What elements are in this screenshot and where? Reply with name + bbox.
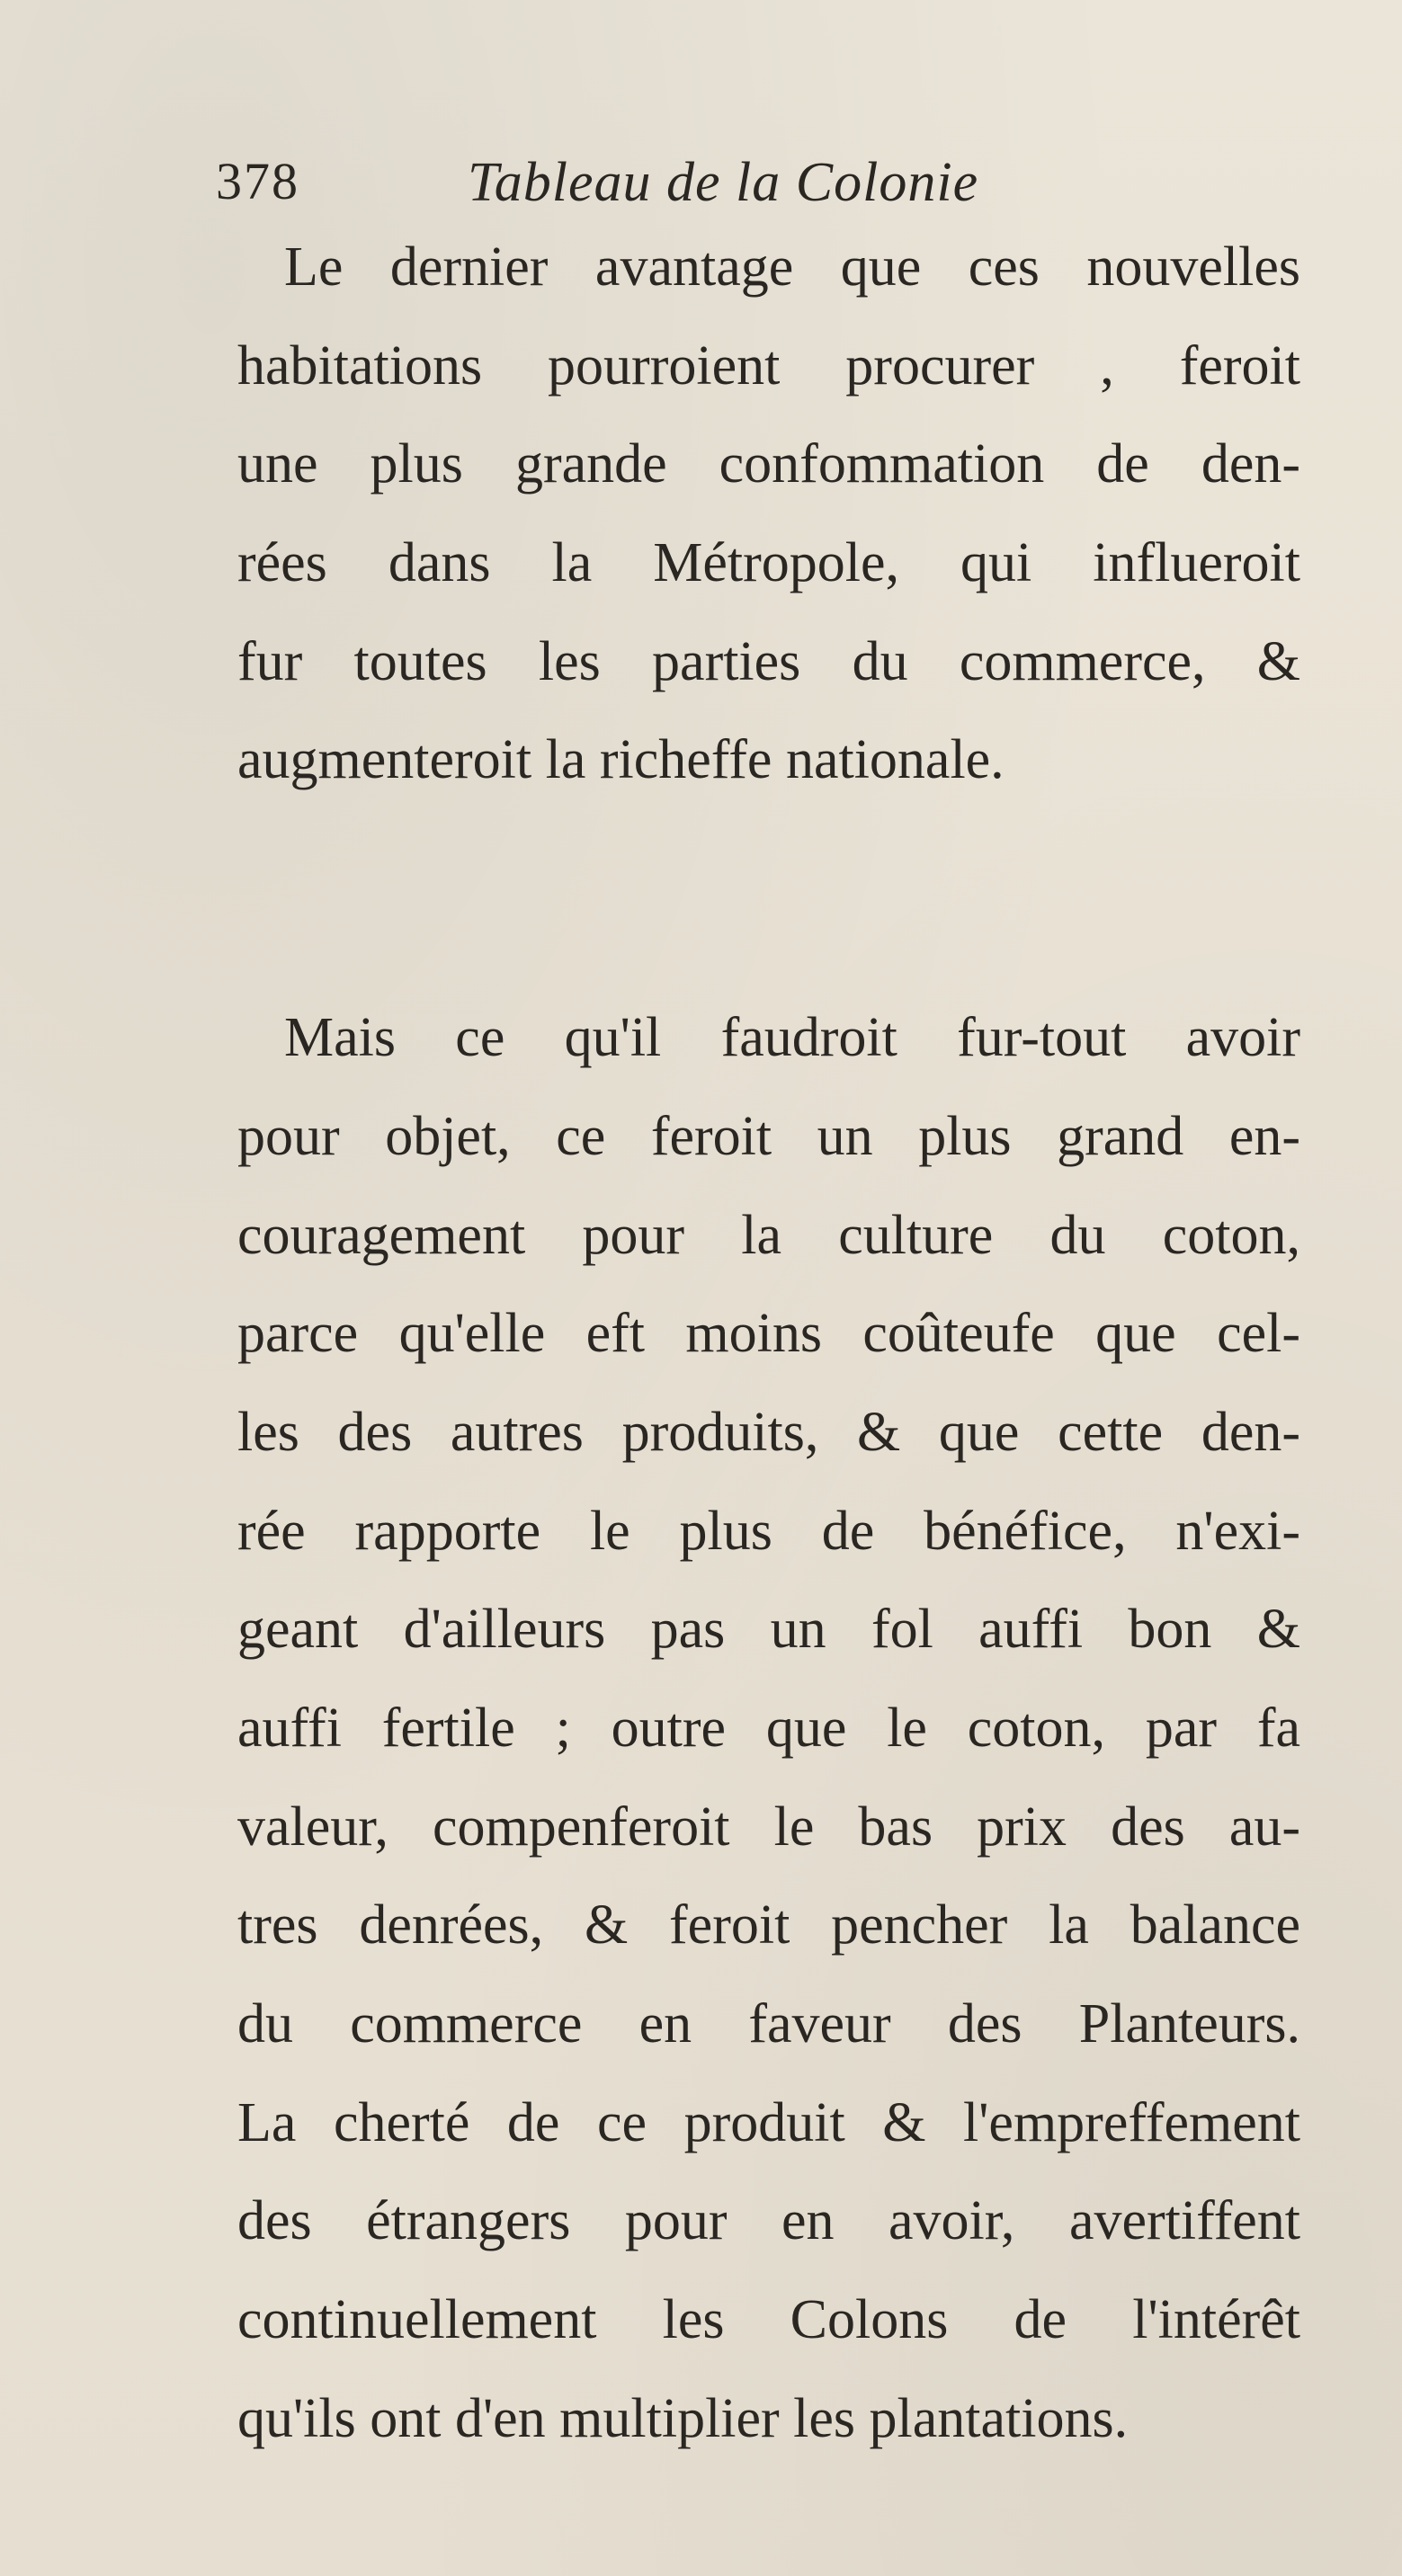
text-line: Mais ce qu'il faudroit fur-tout avoir [284, 1007, 1300, 1069]
text-line: tres denrées, & feroit pencher la balance [237, 1894, 1300, 1957]
running-title: Tableau de la Colonie [468, 152, 979, 213]
text-line: qu'ils ont d'en multiplier les plantations. [237, 2387, 1129, 2449]
paragraph-2 [237, 989, 1300, 2468]
paragraph-1 [237, 218, 1300, 810]
text-line: augmenteroit la richeffe nationale. [237, 729, 1005, 791]
text-line: geant d'ailleurs pas un fol auffi bon & [237, 1599, 1300, 1661]
text-line: couragement pour la culture du coton, [237, 1204, 1300, 1266]
text-line: des étrangers pour en avoir, avertiffent [237, 2190, 1300, 2252]
text-line: rée rapporte le plus de bénéfice, n'exi- [237, 1500, 1300, 1562]
text-line: les des autres produits, & que cette den- [237, 1401, 1300, 1463]
body-text [237, 218, 1300, 2468]
text-line: habitations pourroient procurer , feroit [237, 334, 1300, 397]
text-line: pour objet, ce feroit un plus grand en- [237, 1105, 1300, 1167]
text-line: du commerce en faveur des Planteurs. [237, 1993, 1300, 2055]
text-line: continuellement les Colons de l'intérêt [237, 2289, 1300, 2351]
text-line: une plus grande confommation de den- [237, 433, 1300, 495]
page-number: 378 [216, 152, 299, 210]
text-line: fur toutes les parties du commerce, & [237, 630, 1300, 692]
text-line: Le dernier avantage que ces nouvelles [284, 236, 1300, 298]
text-line: parce qu'elle eft moins coûteufe que cel- [237, 1303, 1300, 1365]
text-line: La cherté de ce produit & l'empreffement [237, 2091, 1300, 2153]
text-line: rées dans la Métropole, qui influeroit [237, 532, 1300, 594]
text-line: valeur, compenferoit le bas prix des au- [237, 1796, 1300, 1858]
paragraph-gap [284, 810, 1300, 989]
text-line: auffi fertile ; outre que le coton, par fa [237, 1697, 1300, 1759]
